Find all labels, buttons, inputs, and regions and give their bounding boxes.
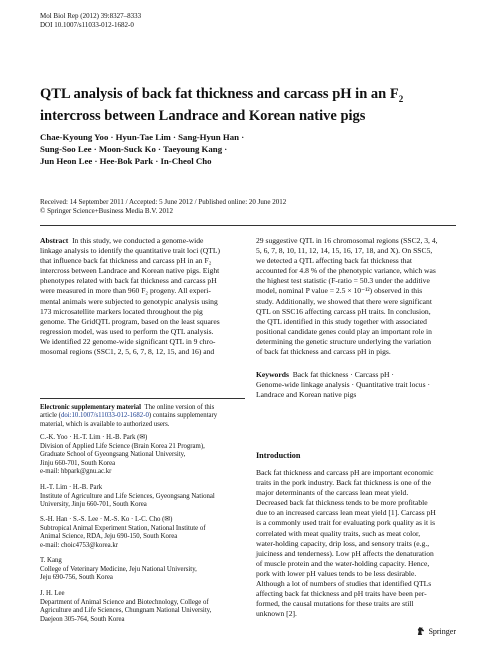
affiliation-email[interactable]: e-mail: choic4753@korea.kr [40, 541, 118, 549]
intro-line: due to an increased carcass lean meat yield [1]. Carcass pH [256, 508, 436, 518]
header-divider [40, 225, 456, 226]
abstract-line: positional candidate genes could play an important role in [256, 326, 432, 336]
affiliation-line: College of Veterinary Medicine, Jeju National University, [40, 565, 197, 573]
affiliation-line: H.-T. Lim · H.-B. Park [40, 484, 103, 491]
affiliation-block [40, 516, 245, 550]
abstract-line: mosomal regions (SSC1, 2, 5, 6, 7, 8, 12, 15, and 16) and [40, 347, 215, 357]
publisher-name: Springer [428, 626, 456, 636]
author-line-3: Jun Heon Lee · Hee-Bok Park · In-Cheol Cho [40, 156, 212, 166]
abstract-line: the QTL identified in this study together with associated [256, 316, 427, 326]
affiliation-line: Subtropical Animal Experiment Station, National Institute of [40, 524, 206, 532]
affiliation-block [40, 484, 245, 510]
esm-divider [40, 398, 245, 399]
abstract-line: study. Additionally, we showed that there were significant [256, 296, 432, 306]
abstract-line: of back fat thickness and carcass pH in pigs. [256, 347, 391, 357]
author-list [40, 131, 400, 167]
supplementary-material-note [40, 404, 245, 429]
abstract-line: that influence back fat thickness and carcass pH in an F₂ [40, 256, 212, 266]
author-line-1: Chae-Kyoung Yoo · Hyun-Tae Lim · Sang-Hyun Han · [40, 132, 245, 142]
intro-line: Decreased back fat thickness tends to be more profitable [256, 498, 428, 508]
intro-line: major determinants of the carcass lean meat yield. [256, 488, 409, 498]
keywords-line: Back fat thickness · Carcass pH · [292, 370, 394, 379]
received-accepted-line: Received: 14 September 2011 / Accepted: 5 June 2012 / Published online: 20 June 2012 [40, 198, 287, 206]
doi-line: DOI 10.1007/s11033-012-1682-0 [40, 20, 134, 29]
intro-line: of muscle protein and the water-holding capacity. Hence, [256, 558, 430, 568]
journal-header [40, 12, 141, 29]
introduction-body [256, 468, 456, 619]
esm-label: Electronic supplementary material [40, 404, 142, 411]
affiliation-line: Jinju 660-701, South Korea [40, 459, 116, 467]
affiliation-line: Graduate School of Gyeongsang National University, [40, 451, 186, 459]
affiliation-line: S.-H. Han · S.-S. Lee · M.-S. Ko · I.-C. Cho (✉) [40, 516, 173, 523]
abstract-line: 5, 6, 7, 8, 10, 11, 12, 14, 15, 16, 17, 18, and X). On SSC5, [256, 246, 433, 256]
esm-line: The online version of this [144, 404, 215, 411]
abstract-right-column [256, 236, 456, 357]
intro-line: water-holding capacity, drip loss, and sensory traits (e.g., [256, 538, 430, 548]
abstract-line: intercross between Landrace and Korean native pigs. Eight [40, 266, 220, 276]
publisher-footer [416, 626, 456, 636]
abstract-line: we detected a QTL affecting back fat thickness that [256, 256, 413, 266]
affiliation-line: Department of Animal Science and Biotechnology, College of [40, 598, 209, 606]
keywords-label: Keywords [256, 370, 289, 379]
title-subscript: 2 [398, 93, 404, 104]
keywords-line: Landrace and Korean native pigs [256, 390, 357, 400]
title-line-1: QTL analysis of back fat thickness and carcass pH in an F [40, 86, 399, 102]
journal-citation: Mol Biol Rep (2012) 39:8327–8333 [40, 12, 142, 20]
intro-line: juiciness and tenderness). Low pH affects the denaturation [256, 548, 434, 558]
abstract-line: 173 microsatellite markers located throughout the pig [40, 306, 203, 316]
intro-line: correlated with meat quality traits, such as meat color, [256, 528, 421, 538]
affiliation-line: Agriculture and Life Sciences, Chungnam National University, [40, 607, 212, 615]
title-line-2: intercross between Landrace and Korean native pigs [40, 107, 366, 124]
esm-line: material, which is available to authorized users. [40, 420, 170, 428]
affiliation-line: T. Kang [40, 557, 62, 564]
abstract-line: genome. The GridQTL program, based on the least squares [40, 316, 220, 326]
affiliation-line: Institute of Agriculture and Life Sciences, Gyeongsang National [40, 492, 215, 500]
intro-line: Back fat thickness and carcass pH are important economic [256, 468, 434, 477]
affiliation-block [40, 557, 245, 583]
paper-title [40, 86, 460, 125]
intro-line: traits in the pork industry. Back fat thickness is one of the [256, 478, 431, 488]
abstract-line: In this study, we conducted a genome-wide [72, 236, 204, 245]
affiliation-line: University, Jinju 660-701, South Korea [40, 501, 147, 509]
abstract-line: accounted for 4.8 % of the phenotypic variance, which was [256, 266, 436, 276]
author-line-2: Sung-Soo Lee · Moon-Suck Ko · Taeyoung Kang · [40, 144, 228, 154]
intro-line: affecting back fat thickness and pH traits have been per- [256, 589, 427, 599]
intro-line: pork with lower pH values tends to be less desirable. [256, 568, 417, 578]
abstract-line: regression model, was used to perform the QTL analysis. [40, 326, 214, 336]
affiliation-block [40, 434, 245, 477]
abstract-line: We identified 22 genome-wide significant QTL in 9 chro- [40, 336, 216, 346]
affiliation-block [40, 590, 245, 624]
abstract-left-column [40, 236, 245, 357]
intro-line: Although a lot of numbers of studies that identified QTLs [256, 579, 432, 589]
affiliation-email[interactable]: e-mail: hbpark@gnu.ac.kr [40, 468, 112, 476]
keywords-line: Genome-wide linkage analysis · Quantitative trait locus · [256, 380, 430, 390]
intro-line: unknown [2]. [256, 609, 297, 619]
affiliation-line: Jeju 690-756, South Korea [40, 574, 113, 582]
abstract-line: model, nominal P value = 2.5 × 10⁻¹²) observed in this [256, 286, 423, 296]
esm-line: article (doi:10.1007/s11033-012-1682-0) contains supplementary [40, 412, 218, 420]
abstract-label: Abstract [40, 236, 69, 245]
intro-line: is a commonly used trait for evaluating pork quality as it is [256, 518, 436, 528]
introduction-heading: Introduction [256, 451, 301, 460]
abstract-line: 29 suggestive QTL in 16 chromosomal regions (SSC2, 3, 4, [256, 236, 438, 245]
keywords-block [256, 370, 456, 400]
abstract-line: the highest test statistic (F-ratio = 50.3 under the additive [256, 276, 430, 286]
abstract-line: determining the genetic structure underlying the variation [256, 336, 432, 346]
springer-horse-icon [416, 626, 425, 636]
copyright-line: © Springer Science+Business Media B.V. 2012 [40, 206, 173, 215]
abstract-line: phenotypes related with back fat thickness and carcass pH [40, 276, 217, 286]
abstract-line: mental animals were subjected to genotypic analysis using [40, 296, 218, 306]
affiliation-line: Animal Science, RDA, Jeju 690-150, South Korea [40, 533, 178, 541]
abstract-line: QTL on SSC16 affecting carcass pH traits. In conclusion, [256, 306, 431, 316]
affiliation-line: J. H. Lee [40, 590, 65, 597]
intro-line: formed, the causal mutations for these traits are still [256, 599, 414, 609]
affiliation-line: Division of Applied Life Science (Brain Korea 21 Program), [40, 442, 205, 450]
publication-dates [40, 198, 286, 215]
esm-doi-link[interactable]: doi:10.1007/s11033-012-1682-0 [60, 412, 149, 420]
abstract-line: were measured in more than 960 F₂ progeny. All experi- [40, 286, 211, 296]
abstract-line: linkage analysis to identify the quantitative trait loci (QTL) [40, 246, 221, 256]
affiliation-line: C.-K. Yoo · H.-T. Lim · H.-B. Park (✉) [40, 434, 148, 441]
affiliation-line: Daejeon 305-764, South Korea [40, 615, 125, 623]
